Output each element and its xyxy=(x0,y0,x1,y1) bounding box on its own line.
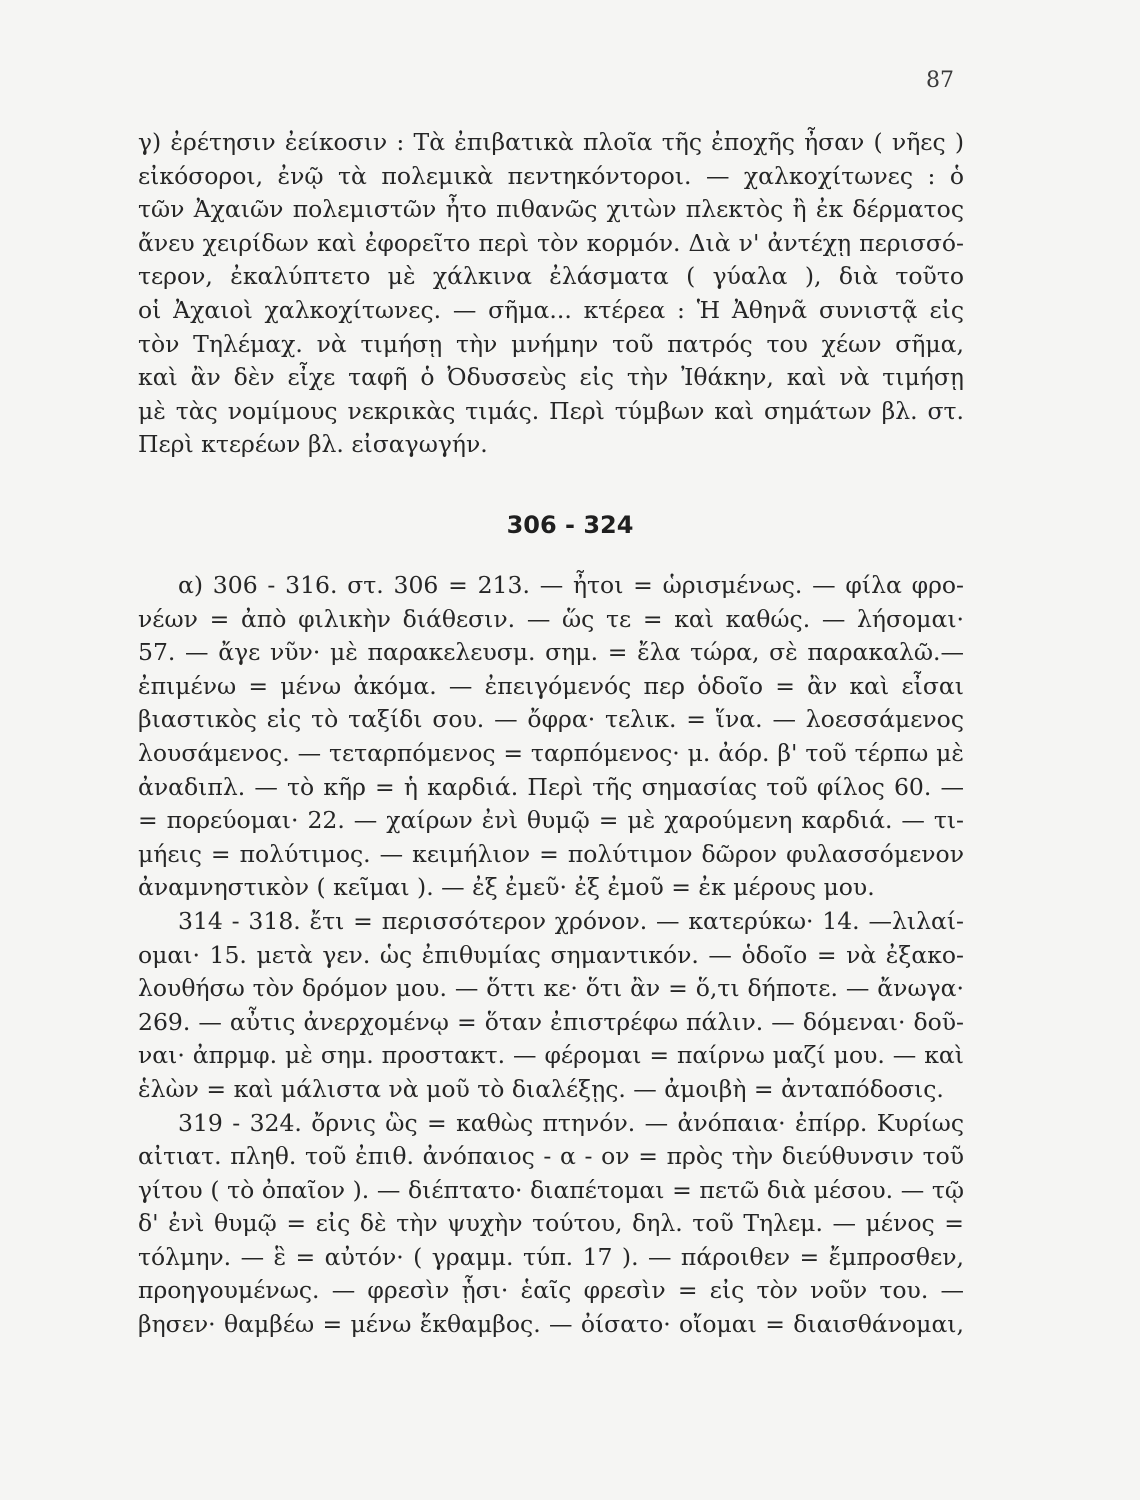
text-line: τῶν Ἀχαιῶν πολεμιστῶν ἦτο πιθανῶς χιτὼν πλεκτὸς ἢ ἐκ δέρματος xyxy=(138,195,964,224)
page-number: 87 xyxy=(926,68,954,93)
text-line: 319 - 324. ὄρνις ὣς = καθὼς πτηνόν. — ἀνόπαια· ἐπίρρ. Κυρίως xyxy=(178,1108,964,1137)
text-line: ἑλὼν = καὶ μάλιστα νὰ μοῦ τὸ διαλέξῃς. — ἀμοιβὴ = ἀνταπόδοσις. xyxy=(138,1074,944,1103)
text-line: εἰκόσοροι, ἐνῷ τὰ πολεμικὰ πεντηκόντοροι. — χαλκοχίτωνες : ὁ xyxy=(138,161,964,190)
text-line: 57. — ἄγε νῦν· μὲ παρακελευσμ. σημ. = ἔλα τώρα, σὲ παρακαλῶ.— xyxy=(138,638,964,667)
text-line: 269. — αὖτις ἀνερχομένῳ = ὅταν ἐπιστρέφω πάλιν. — δόμεναι· δοῦ- xyxy=(138,1007,964,1036)
text-line: Περὶ κτερέων βλ. εἰσαγωγήν. xyxy=(138,430,488,459)
text-line: αἰτιατ. πληθ. τοῦ ἐπιθ. ἀνόπαιος - α - ον = πρὸς τὴν διεύθυνσιν τοῦ xyxy=(138,1142,964,1171)
text-line: ναι· ἀπρμφ. μὲ σημ. προστακτ. — φέρομαι = παίρνω μαζί μου. — καὶ xyxy=(138,1041,964,1070)
text-line: λουσάμενος. — τεταρπόμενος = ταρπόμενος· μ. ἀόρ. β' τοῦ τέρπω μὲ xyxy=(138,738,964,767)
text-line: τόλμην. — ἓ = αὐτόν· ( γραμμ. τύπ. 17 ). — πάροιθεν = ἔμπροσθεν, xyxy=(138,1242,964,1271)
text-line: ἀναδιπλ. — τὸ κῆρ = ἡ καρδιά. Περὶ τῆς σημασίας τοῦ φίλος 60. — xyxy=(138,772,964,801)
text-line: βιαστικὸς εἰς τὸ ταξίδι σου. — ὄφρα· τελικ. = ἵνα. — λοεσσάμενος xyxy=(138,705,964,734)
section-heading: 306 - 324 xyxy=(506,511,634,539)
commentary-body xyxy=(138,569,964,1342)
text-line: τερον, ἐκαλύπτετο μὲ χάλκινα ἐλάσματα ( γύαλα ), διὰ τοῦτο xyxy=(138,262,964,291)
text-line: ἐπιμένω = μένω ἀκόμα. — ἐπειγόμενός περ ὁδοῖο = ἂν καὶ εἶσαι xyxy=(138,671,964,700)
text-line: τὸν Τηλέμαχ. νὰ τιμήσῃ τὴν μνήμην τοῦ πατρός του χέων σῆμα, xyxy=(138,329,964,358)
text-line: 314 - 318. ἔτι = περισσότερον χρόνον. — κατερύκω· 14. —λιλαί- xyxy=(178,906,964,935)
text-line: = πορεύομαι· 22. — χαίρων ἐνὶ θυμῷ = μὲ χαρούμενη καρδιά. — τι- xyxy=(138,806,964,835)
text-line: προηγουμένως. — φρεσὶν ᾗσι· ἑαῖς φρεσὶν = εἰς τὸν νοῦν του. — xyxy=(138,1276,964,1305)
text-line: γίτου ( τὸ ὀπαῖον ). — διέπτατο· διαπέτομαι = πετῶ διὰ μέσου. — τῷ xyxy=(138,1175,964,1204)
text-line: νέων = ἀπὸ φιλικὴν διάθεσιν. — ὥς τε = καὶ καθώς. — λήσομαι· xyxy=(138,604,964,633)
text-line: λουθήσω τὸν δρόμον μου. — ὅττι κε· ὅτι ἂν = ὅ,τι δήποτε. — ἄνωγα· xyxy=(138,974,964,1003)
text-line: ομαι· 15. μετὰ γεν. ὡς ἐπιθυμίας σημαντικόν. — ὁδοῖο = νὰ ἐξακο- xyxy=(138,940,964,969)
text-line: μὲ τὰς νομίμους νεκρικὰς τιμάς. Περὶ τύμβων καὶ σημάτων βλ. στ. xyxy=(138,396,964,425)
text-line: γ) ἐρέτησιν ἐείκοσιν : Τὰ ἐπιβατικὰ πλοῖα τῆς ἐποχῆς ἦσαν ( νῆες ) xyxy=(138,128,964,156)
text-line: μήεις = πολύτιμος. — κειμήλιον = πολύτιμον δῶρον φυλασσόμενον xyxy=(138,839,964,868)
text-line: ἀναμνηστικὸν ( κεῖμαι ). — ἐξ ἐμεῦ· ἐξ ἐμοῦ = ἐκ μέρους μου. xyxy=(138,873,875,902)
text-line: βησεν· θαμβέω = μένω ἔκθαμβος. — ὀίσατο· οἴομαι = διαισθάνομαι, xyxy=(138,1310,964,1339)
paragraph-commentary-gamma xyxy=(138,126,964,462)
text-line: ἄνευ χειρίδων καὶ ἐφορεῖτο περὶ τὸν κορμόν. Διὰ ν' ἀντέχῃ περισσό- xyxy=(138,228,964,257)
text-line: οἱ Ἀχαιοὶ χαλκοχίτωνες. — σῆμα... κτέρεα : Ἡ Ἀθηνᾶ συνιστᾷ εἰς xyxy=(138,295,964,324)
text-line: καὶ ἂν δὲν εἶχε ταφῆ ὁ Ὀδυσσεὺς εἰς τὴν Ἰθάκην, καὶ νὰ τιμήσῃ xyxy=(138,363,964,392)
text-line: δ' ἐνὶ θυμῷ = εἰς δὲ τὴν ψυχὴν τούτου, δηλ. τοῦ Τηλεμ. — μένος = xyxy=(138,1209,964,1238)
text-line: α) 306 - 316. στ. 306 = 213. — ἦτοι = ὡρισμένως. — φίλα φρο- xyxy=(178,571,964,599)
